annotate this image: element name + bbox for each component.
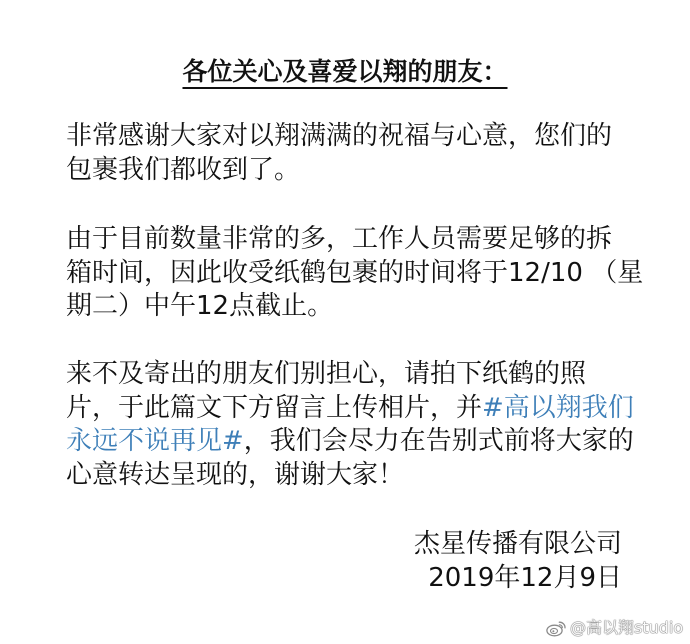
paragraph-photo-line-2-text: 片，于此篇文下方留言上传相片，并 <box>66 392 483 423</box>
paragraph-thanks-line-1: 非常感谢大家对以翔满满的祝福与心意，您们的 <box>66 121 613 151</box>
paragraph-photo-line-2 <box>66 392 634 426</box>
paragraph-deadline-line-2: 箱时间，因此收受纸鹤包裹的时间将于12/10 （星 <box>66 257 644 288</box>
paragraph-photo-line-3 <box>66 425 634 459</box>
hashtag-link-part-2[interactable]: 永远不说再见# <box>66 426 244 456</box>
paragraph-photo-line-4: 心意转达呈现的，谢谢大家！ <box>66 459 405 490</box>
paragraph-deadline-line-3: 期二）中午12点截止。 <box>66 291 334 321</box>
notice-title: 各位关心及喜爱以翔的朋友： <box>182 57 508 86</box>
paragraph-photo-line-1: 来不及寄出的朋友们别担心，请拍下纸鹤的照 <box>66 359 587 389</box>
paragraph-deadline <box>66 223 643 324</box>
weibo-watermark <box>546 618 683 638</box>
weibo-logo-icon <box>546 620 567 637</box>
paragraph-photo-upload <box>66 358 634 492</box>
signature-company: 杰星传播有限公司 <box>413 529 622 559</box>
signature-block <box>414 528 622 595</box>
signature-date: 2019年12月9日 <box>428 562 622 593</box>
watermark-handle: @高以翔studio <box>570 618 684 637</box>
paragraph-thanks <box>66 120 612 187</box>
paragraph-photo-line-3-text: ，我们会尽力在告别式前将大家的 <box>243 426 634 456</box>
paragraph-thanks-line-2: 包裹我们都收到了。 <box>66 154 301 185</box>
notice-title-row <box>0 55 690 89</box>
hashtag-link-part-1[interactable]: #高以翔我们 <box>482 392 634 423</box>
paragraph-deadline-line-1: 由于目前数量非常的多，工作人员需要足够的拆 <box>66 224 613 254</box>
